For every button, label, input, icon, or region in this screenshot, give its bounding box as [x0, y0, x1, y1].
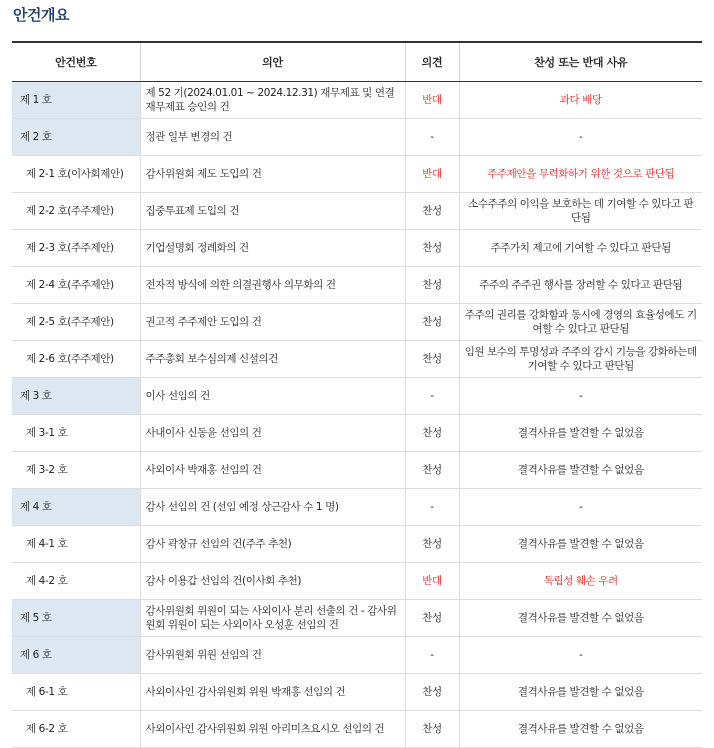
agenda-number-cell: 제 2-1 호(이사회제안) [12, 156, 140, 193]
agenda-title-cell: 이사 선임의 건 [140, 378, 405, 415]
opinion-cell: 찬성 [405, 304, 459, 341]
reason-cell: 결격사유를 발견할 수 없었음 [459, 711, 702, 748]
table-row [12, 193, 702, 230]
opinion-cell: 찬성 [405, 452, 459, 489]
agenda-title-cell: 감사 곽창규 선임의 건(주주 추천) [140, 526, 405, 563]
opinion-cell: 찬성 [405, 415, 459, 452]
table-row [12, 489, 702, 526]
agenda-title-cell: 감사위원회 제도 도입의 건 [140, 156, 405, 193]
reason-cell: 결격사유를 발견할 수 없었음 [459, 415, 702, 452]
table-row [12, 119, 702, 156]
opinion-cell: 반대 [405, 82, 459, 119]
agenda-number-cell: 제 4 호 [12, 489, 140, 526]
table-row [12, 637, 702, 674]
reason-cell: - [459, 119, 702, 156]
opinion-cell: 찬성 [405, 711, 459, 748]
agenda-title-cell: 사외이사인 감사위원회 위원 박재홍 선임의 건 [140, 674, 405, 711]
reason-cell: 독립성 훼손 우려 [459, 563, 702, 600]
reason-cell: 결격사유를 발견할 수 없었음 [459, 600, 702, 637]
reason-cell: 주주가치 제고에 기여할 수 있다고 판단됨 [459, 230, 702, 267]
table-row [12, 452, 702, 489]
agenda-number-cell: 제 3-2 호 [12, 452, 140, 489]
reason-cell: - [459, 489, 702, 526]
agenda-number-cell: 제 2-3 호(주주제안) [12, 230, 140, 267]
header-agenda-number: 안건번호 [12, 42, 140, 82]
opinion-cell: 찬성 [405, 230, 459, 267]
agenda-title-cell: 사외이사 박재홍 선임의 건 [140, 452, 405, 489]
reason-cell: 주주의 권리를 강화함과 동시에 경영의 효율성에도 기여할 수 있다고 판단됨 [459, 304, 702, 341]
header-reason: 찬성 또는 반대 사유 [459, 42, 702, 82]
opinion-cell: 찬성 [405, 193, 459, 230]
agenda-title-cell: 기업설명회 정례화의 건 [140, 230, 405, 267]
reason-cell: 결격사유를 발견할 수 없었음 [459, 526, 702, 563]
opinion-cell: - [405, 119, 459, 156]
agenda-number-cell: 제 2-4 호(주주제안) [12, 267, 140, 304]
agenda-number-cell: 제 2-6 호(주주제안) [12, 341, 140, 378]
agenda-title-cell: 집중투표제 도입의 건 [140, 193, 405, 230]
opinion-cell: 반대 [405, 156, 459, 193]
header-agenda: 의안 [140, 42, 405, 82]
agenda-number-cell: 제 5 호 [12, 600, 140, 637]
opinion-cell: 찬성 [405, 674, 459, 711]
agenda-title-cell: 감사 선임의 건 (선임 예정 상근감사 수 1 명) [140, 489, 405, 526]
table-row [12, 304, 702, 341]
table-row [12, 267, 702, 304]
agenda-title-cell: 주주총회 보수심의제 신설의건 [140, 341, 405, 378]
reason-cell: 결격사유를 발견할 수 없었음 [459, 674, 702, 711]
agenda-number-cell: 제 6-2 호 [12, 711, 140, 748]
reason-cell: 임원 보수의 투명성과 주주의 감시 기능을 강화하는데 기여할 수 있다고 판단됨 [459, 341, 702, 378]
table-row [12, 378, 702, 415]
table-row [12, 563, 702, 600]
agenda-number-cell: 제 4-1 호 [12, 526, 140, 563]
agenda-title-cell: 정관 일부 변경의 건 [140, 119, 405, 156]
opinion-cell: 찬성 [405, 341, 459, 378]
opinion-cell: - [405, 378, 459, 415]
agenda-number-cell: 제 3 호 [12, 378, 140, 415]
opinion-cell: 찬성 [405, 526, 459, 563]
agenda-number-cell: 제 1 호 [12, 82, 140, 119]
header-opinion: 의견 [405, 42, 459, 82]
table-row [12, 711, 702, 748]
agenda-title-cell: 전자적 방식에 의한 의결권행사 의무화의 건 [140, 267, 405, 304]
agenda-number-cell: 제 6 호 [12, 637, 140, 674]
agenda-number-cell: 제 3-1 호 [12, 415, 140, 452]
table-header-row [12, 42, 702, 82]
opinion-cell: 반대 [405, 563, 459, 600]
reason-cell: 과다 배당 [459, 82, 702, 119]
agenda-title-cell: 제 52 기(2024.01.01 ~ 2024.12.31) 재무제표 및 연결재무제표 승인의 건 [140, 82, 405, 119]
agenda-number-cell: 제 2-5 호(주주제안) [12, 304, 140, 341]
agenda-number-cell: 제 2 호 [12, 119, 140, 156]
agenda-number-cell: 제 2-2 호(주주제안) [12, 193, 140, 230]
agenda-title-cell: 감사위원회 위원 선임의 건 [140, 637, 405, 674]
table-row [12, 415, 702, 452]
opinion-cell: 찬성 [405, 267, 459, 304]
reason-cell: - [459, 637, 702, 674]
agenda-number-cell: 제 4-2 호 [12, 563, 140, 600]
reason-cell: - [459, 378, 702, 415]
reason-cell: 소수주주의 이익을 보호하는 데 기여할 수 있다고 판단됨 [459, 193, 702, 230]
agenda-title-cell: 감사위원회 위원이 되는 사외이사 분리 선출의 건 - 감사위원회 위원이 되는 사외이사 오성훈 선임의 건 [140, 600, 405, 637]
agenda-number-cell: 제 6-1 호 [12, 674, 140, 711]
page-title: 안건개요 [13, 6, 69, 24]
opinion-cell: - [405, 637, 459, 674]
agenda-table [12, 41, 702, 748]
agenda-title-cell: 사외이사인 감사위원회 위원 아리미츠요시오 선임의 건 [140, 711, 405, 748]
agenda-title-cell: 권고적 주주제안 도입의 건 [140, 304, 405, 341]
reason-cell: 주주제안을 무력화하기 위한 것으로 판단됨 [459, 156, 702, 193]
table-row [12, 156, 702, 193]
table-row [12, 230, 702, 267]
reason-cell: 주주의 주주권 행사를 장려할 수 있다고 판단됨 [459, 267, 702, 304]
table-row [12, 674, 702, 711]
reason-cell: 결격사유를 발견할 수 없었음 [459, 452, 702, 489]
agenda-title-cell: 사내이사 신동윤 선임의 건 [140, 415, 405, 452]
table-row [12, 600, 702, 637]
table-row [12, 341, 702, 378]
opinion-cell: 찬성 [405, 600, 459, 637]
table-row [12, 526, 702, 563]
agenda-title-cell: 감사 이용갑 선임의 건(이사회 추천) [140, 563, 405, 600]
opinion-cell: - [405, 489, 459, 526]
table-row [12, 82, 702, 119]
